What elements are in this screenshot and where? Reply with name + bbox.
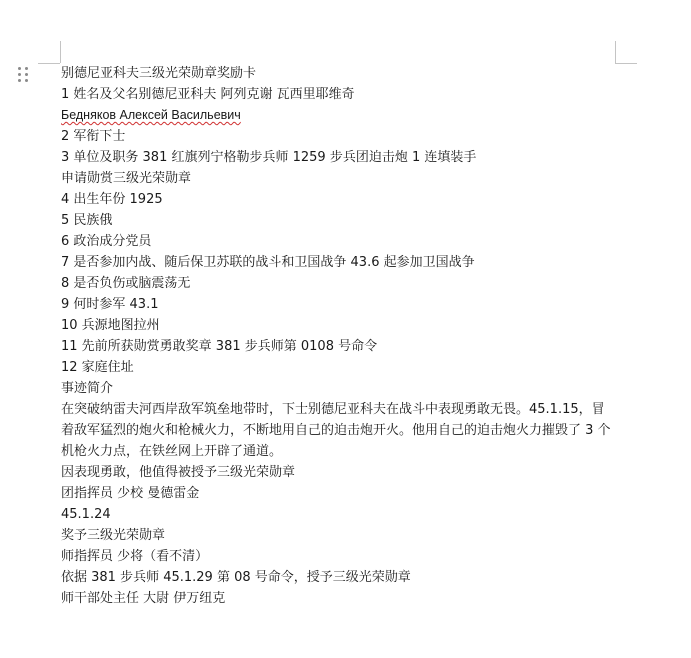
page-corner-mark bbox=[615, 41, 616, 63]
date-line: 45.1.24 bbox=[61, 507, 111, 522]
field-party: 6 政治成分党员 bbox=[61, 234, 152, 249]
drag-handle-icon[interactable] bbox=[18, 67, 30, 83]
conclusion-line: 因表现勇敢，他值得被授予三级光荣勋章 bbox=[61, 465, 296, 480]
award-request: 申请勋赏三级光荣勋章 bbox=[61, 171, 192, 186]
award-decision-line: 奖予三级光荣勋章 bbox=[61, 528, 166, 543]
document-body[interactable] bbox=[61, 63, 621, 609]
russian-name-line bbox=[61, 105, 621, 126]
regiment-commander-line: 团指挥员 少校 曼德雷金 bbox=[61, 486, 200, 501]
field-name: 1 姓名及父名别德尼亚科夫 阿列克谢 瓦西里耶维奇 bbox=[61, 87, 355, 102]
field-nationality: 5 民族俄 bbox=[61, 213, 113, 228]
field-home-address: 12 家庭住址 bbox=[61, 360, 134, 375]
page-corner-mark bbox=[60, 41, 61, 63]
russian-name-text: Бедняков Алексей Васильевич bbox=[61, 108, 241, 122]
personnel-head-line: 师干部处主任 大尉 伊万纽克 bbox=[61, 591, 226, 606]
field-war-participation: 7 是否参加内战、随后保卫苏联的战斗和卫国战争 43.6 起参加卫国战争 bbox=[61, 255, 475, 270]
field-enlistment: 9 何时参军 43.1 bbox=[61, 297, 159, 312]
field-birth-year: 4 出生年份 1925 bbox=[61, 192, 163, 207]
award-order-line: 依据 381 步兵师 45.1.29 第 08 号命令，授予三级光荣勋章 bbox=[61, 570, 411, 585]
division-commander-line: 师指挥员 少将（看不清） bbox=[61, 549, 209, 564]
document-title: 别德尼亚科夫三级光荣勋章奖励卡 bbox=[61, 66, 257, 81]
field-previous-awards: 11 先前所获勋赏勇敢奖章 381 步兵师第 0108 号命令 bbox=[61, 339, 378, 354]
page-corner-mark bbox=[38, 63, 60, 64]
summary-paragraph: 在突破纳雷夫河西岸敌军筑垒地带时，下士别德尼亚科夫在战斗中表现勇敢无畏。45.1.15，冒着敌军猛烈的炮火和枪械火力，不断地用自己的迫击炮开火。他用自己的迫击炮火力摧毁了 3 个机枪火力点，在铁丝网上开辟了通道。 bbox=[61, 402, 611, 459]
summary-heading: 事迹简介 bbox=[61, 381, 114, 396]
field-unit: 3 单位及职务 381 红旗列宁格勒步兵师 1259 步兵团迫击炮 1 连填装手 bbox=[61, 150, 477, 165]
field-rank: 2 军衔下士 bbox=[61, 129, 126, 144]
field-wounds: 8 是否负伤或脑震荡无 bbox=[61, 276, 191, 291]
field-conscription-region: 10 兵源地图拉州 bbox=[61, 318, 160, 333]
